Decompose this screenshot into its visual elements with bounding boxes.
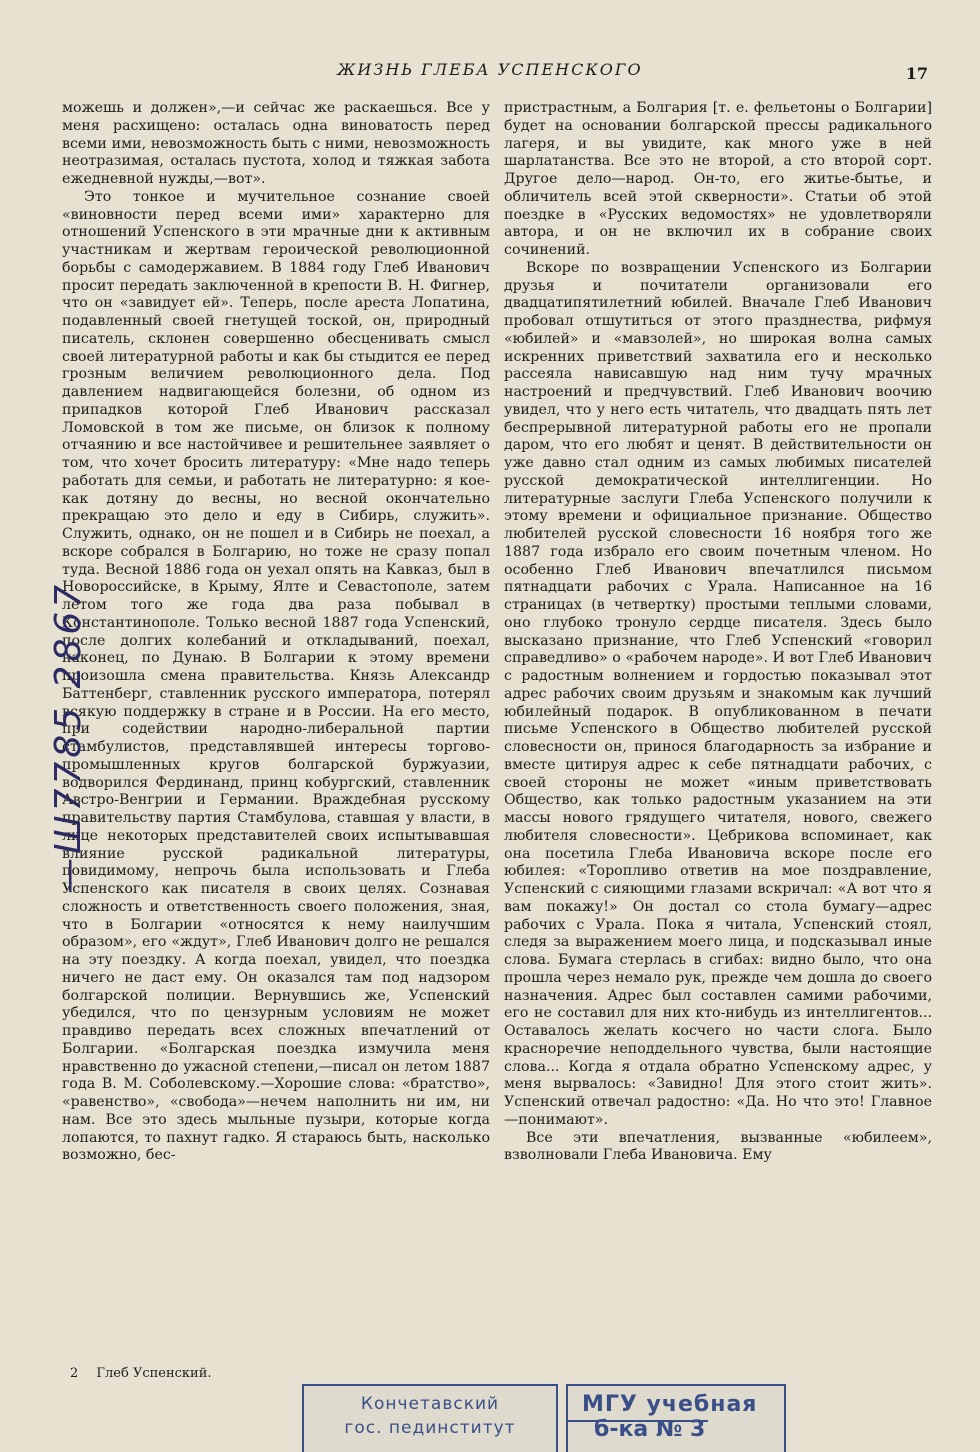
paragraph: Вскоре по возвращении Успенского из Болгарии друзья и почитатели организовали его двадцатипятилетний юбилей. Вначале Глеб Иванович пробовал отшутиться от этого празднества, рифмуя «юбилей» и «мавзолей», но широкая волна самых искренних приветствий захватила его и несколько рассеяла нависавшую над ним тучу мрачных настроений и предчувствий. Глеб Иванович воочию увидел, что у него есть читатель, что двадцать пять лет беспрерывной литературной работы его не пропали даром, что его любят и ценят. В действительности он уже давно стал одним из самых любимых писателей русской демократической интеллигенции. Но литературные заслуги Глеба Успенского получили к этому времени и официальное признание. Общество любителей русской словесности 16 ноября того же 1887 года избрало его своим почетным членом. Но особенно Глеб Иванович впечатлился письмом пятнадцати рабочих с Урала. Написанное на 16 страницах (в четвертку) простыми теплыми словами, оно глубоко тронуло сердце писателя. Здесь было высказано признание, что Глеб Успенский «говорил справедливо» о «рабочем народе». И вот Глеб Иванович с радостным волнением и гордостью показывал этот адрес рабочих своим друзьям и знакомым как лучший юбилейный подарок. В опубликованном в печати письме Успенского в Общество любителей русской словесности он, принося благодарность за избрание и вместе цитируя адрес к себе пятнадцати рабочих, с своей стороны не может «иным приветствовать Общество, как только радостным указанием на эти массы нового грядущего читателя, нового, свежего любителя словесности». Цебрикова вспоминает, как она посетила Глеба Ивановича вскоре после его юбилея: «Торопливо ответив на мое поздравление, Успенский с сияющими глазами вскричал: «А вот что я вам покажу!» Он достал со стола бумагу—адрес рабочих с Урала. Пока я читала, Успенский стоял, следя за выражением моего лица, и подсказывал иные слова. Бумага стерлась в сгибах: видно было, что она прошла через немало рук, прежде чем дошла до своего назначения. Адрес был составлен самими рабочими, его не составил для них кто-нибудь из интеллигентов... Оставалось желать косчего но части слога. Было красноречие неподдельного чувства, были настоящие слова... Когда я отдала обратно Успенскому адрес, у меня вырвалось: «Завидно! Для этого стоит жить». Успенский отвечал радостно: «Да. Но что это! Главное—понимают». [504,259,932,1128]
left-column [62,100,490,1165]
institute-stamp-line2: гос. пединститут [344,1418,516,1438]
right-column [504,100,932,1165]
institute-stamp-line1: Кончетавский [360,1394,500,1414]
printer-signature [70,1366,212,1381]
page-number: 17 [905,64,928,83]
library-stamp-line1: МГУ учебная [582,1392,758,1417]
library-stamp-line2: б-ка № 3 [594,1417,706,1442]
handwritten-shelf-mark: —Ш7785 2867 [48,580,89,894]
library-stamp [566,1384,786,1452]
running-head: ЖИЗНЬ ГЛЕБА УСПЕНСКОГО [337,60,643,79]
paragraph: пристрастным, а Болгария [т. е. фельетоны о Болгарии] будет на основании болгарской прессы радикального лагеря, и вы увидите, как много уже в ней шарлатанства. Все это не второй, а сто второй сорт. Другое дело—народ. Он-то, его житье-бытье, и обличитель всей этой скверности». Статьи об этой поездке в «Русских ведомостях» не удовлетворяли автора, и он не включил их в собрание своих сочинений. [504,100,932,258]
paragraph: можешь и должен»,—и сейчас же раскаешься. Все у меня расхищено: осталась одна виноватость перед всеми ими, невозможность быть с ними, невозможность неотразимая, осталась пустота, холод и тяжкая забота ежедневной нужды,—вот». [62,100,490,187]
paragraph: Все эти впечатления, вызванные «юбилеем», взволновали Глеба Ивановича. Ему [504,1129,932,1164]
page-header [0,56,980,86]
signature-text: Глеб Успенский. [96,1366,212,1381]
signature-number: 2 [70,1366,79,1381]
institute-stamp [302,1384,558,1452]
paragraph: Это тонкое и мучительное сознание своей «виновности перед всеми ими» характерно для отношений Успенского в эти мрачные дни к активным участникам и жертвам героической революционной борьбы с самодержавием. В 1884 году Глеб Иванович просит передать заключенной в крепости В. Н. Фигнер, что он «завидует ей». Теперь, после ареста Лопатина, подавленный своей гнетущей тоской, он, природный писатель, склонен совершенно обесценивать смысл своей литературной работы и как бы стыдится ее перед грозным величием революционного дела. Под давлением надвигающейся болезни, об одном из припадков которой Глеб Иванович рассказал Ломовской в том же письме, он близок к полному отчаянию и все настойчивее и решительнее заявляет о том, что хочет бросить литературу: «Мне надо теперь работать для семьи, и работать не литературно: я кое-как дотяну до весны, но весной окончательно прекращаю это дело и еду в Сибирь, служить». Служить, однако, он не пошел и в Сибирь не поехал, а вскоре собрался в Болгарию, но тоже не сразу попал туда. Весной 1886 года он уехал опять на Кавказ, был в Новороссийске, в Крыму, Ялте и Севастополе, затем летом того же года два раза побывал в Константинополе. Только весной 1887 года Успенский, после долгих колебаний и откладываний, поехал, наконец, по Дунаю. В Болгарии к этому времени произошла смена правительства. Князь Александр Баттенберг, ставленник русского императора, потерял всякую поддержку в стране и в России. На его место, при содействии народно-либеральной партии стамбулистов, представлявшей интересы торгово-промышленных кругов болгарской буржуазии, водворился Фердинанд, принц кобургский, ставленник Австро-Венгрии и Германии. Враждебная русскому правительству партия Стамбулова, ставшая у власти, в лице некоторых представителей своих испытывавшая влияние русской радикальной литературы, повидимому, непрочь была использовать и Глеба Успенского как писателя в своих целях. Сознавая сложность и ответственность своего положения, зная, что в Болгарии «относятся к нему наилучшим образом», его «ждут», Глеб Иванович долго не решался на эту поездку. А когда поехал, увидел, что поездка ничего не даст ему. Он оказался там под надзором болгарской полиции. Вернувшись же, Успенский убедился, что по цензурным условиям не может правдиво передать всех сложных впечатлений от Болгарии. «Болгарская поездка измучила меня нравственно до ужасной степени,—писал он летом 1887 года В. М. Соболевскому.—Хорошие слова: «братство», «равенство», «свобода»—нечем наполнить ни им, ни нам. Все это здесь мыльные пузыри, которые когда лопаются, то пахнут гадко. Я стараюсь быть, насколько возможно, бес- [62,188,490,1164]
